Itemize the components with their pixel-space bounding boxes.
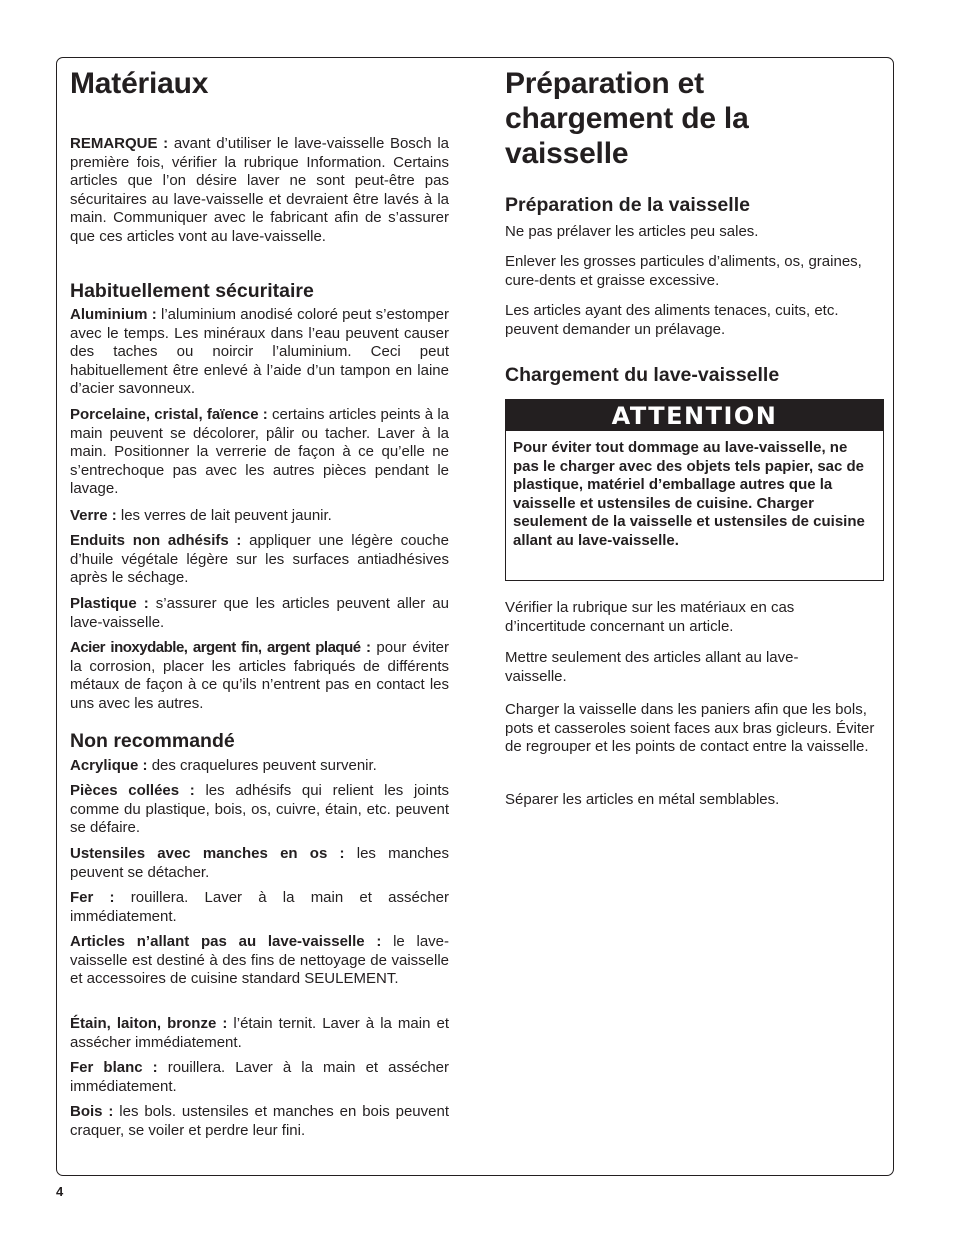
prep-paragraph: Ne pas prélaver les articles peu sales. <box>505 223 759 240</box>
item-text: des craquelures peuvent survenir. <box>147 757 377 774</box>
item-label: Fer : <box>70 889 115 906</box>
safe-item <box>70 306 449 399</box>
item-text: les manches peuvent se détacher. <box>70 845 450 881</box>
safe-item <box>70 507 449 526</box>
prep-paragraph: Enlever les grosses particules d’aliments, os, graines, cure-dents et graisse excessive. <box>505 253 862 289</box>
item-text: le lave-vaisselle est destiné à des fins de nettoyage de vaisselle et accessoires de cuisine standard SEULEMENT. <box>70 933 449 988</box>
unsafe-item <box>70 933 449 989</box>
unsafe-item <box>70 1103 449 1140</box>
title-line: Préparation et <box>505 67 704 100</box>
item-text: l’étain ternit. Laver à la main et assécher immédiatement. <box>70 1015 449 1051</box>
item-text: les verres de lait peuvent jaunir. <box>116 507 332 524</box>
item-label: Enduits non adhésifs : <box>70 532 242 549</box>
attention-title: ATTENTION <box>611 401 778 430</box>
attention-box <box>505 399 884 581</box>
safe-item <box>70 595 449 632</box>
item-text: l’aluminium anodisé coloré peut s’estomper avec le temps. Les minéraux dans l’eau peuvent causer des taches ou noircir l’aluminium. Ceci peut habituellement être enlevé à l’aide d’un tampon en laine d’acier savonneux. <box>70 306 449 398</box>
item-label: Bois : <box>70 1103 114 1120</box>
item-text: appliquer une légère couche d’huile végétale légère sur les surfaces antiadhésives après le séchage. <box>70 532 449 587</box>
load-paragraph: Mettre seulement des articles allant au lave-vaisselle. <box>505 649 799 685</box>
unsafe-item <box>70 1015 449 1052</box>
attention-banner <box>506 400 883 431</box>
item-text: rouillera. Laver à la main et assécher immédiatement. <box>70 889 449 925</box>
item-label: Pièces collées : <box>70 782 195 799</box>
unsafe-item <box>70 782 449 838</box>
item-label: Ustensiles avec manches en os : <box>70 845 345 862</box>
item-label: Verre : <box>70 507 117 524</box>
remarque-label: REMARQUE : <box>70 135 169 152</box>
prep-paragraph: Les articles ayant des aliments tenaces, cuits, etc. peuvent demander un prélavage. <box>505 302 839 338</box>
unsafe-item <box>70 889 449 926</box>
load-paragraph: Séparer les articles en métal semblables. <box>505 791 780 808</box>
unsafe-heading: Non recommandé <box>70 730 235 752</box>
safe-item <box>70 639 449 713</box>
safe-item <box>70 532 449 588</box>
remarque-paragraph <box>70 135 449 247</box>
item-label: Plastique : <box>70 595 149 612</box>
item-label: Acier inoxydable, argent fin, argent plaqué : <box>70 639 371 656</box>
unsafe-item <box>70 1059 449 1096</box>
item-label: Articles n’allant pas au lave-vaisselle : <box>70 933 382 950</box>
item-text: les bols. ustensiles et manches en bois peuvent craquer, se voiler et perdre leur fini. <box>70 1103 449 1139</box>
remarque-text: avant d’utiliser le lave-vaisselle Bosch la première fois, vérifier la rubrique Information. Certains articles que l’on désire laver ne sont peut-être pas sécuritaires au lave-vaisselle et devraient être lavés à la main. Communiquer avec le fabricant afin de s’assurer que ces articles vont au lave-vaisselle. <box>70 135 449 245</box>
item-label: Fer blanc : <box>70 1059 158 1076</box>
load-paragraph: Charger la vaisselle dans les paniers afin que les bols, pots et casseroles soient faces aux bras gicleurs. Éviter de regrouper et les points de contact entre la vaisselle. <box>505 701 875 756</box>
item-label: Étain, laiton, bronze : <box>70 1015 228 1032</box>
safe-heading: Habituellement sécuritaire <box>70 280 314 302</box>
attention-text: Pour éviter tout dommage au lave-vaisselle, ne pas le charger avec des objets tels papier, sac de plastique, matériel d’emballage autres que la vaisselle et ustensiles de cuisine. Charger seulement de la vaisselle et ustensiles de cuisine allant au lave-vaisselle. <box>513 439 865 549</box>
safe-item <box>70 406 449 499</box>
item-label: Aluminium : <box>70 306 157 323</box>
page-number: 4 <box>56 1184 64 1199</box>
item-text: pour éviter la corrosion, placer les articles fabriqués de différents métaux de façon à ce qu’ils n’entrent pas en contact les uns avec les autres. <box>70 639 449 712</box>
materials-title: Matériaux <box>70 67 209 100</box>
item-text: certains articles peints à la main peuvent se décolorer, pâlir ou tacher. Laver à la main. Positionner la verrerie de façon à ce qu’elle ne s’entrechoque pas avec les autres pièces pendant le lavage. <box>70 406 449 498</box>
unsafe-item <box>70 757 449 776</box>
preparation-title <box>505 66 884 171</box>
load-heading: Chargement du lave-vaisselle <box>505 364 780 386</box>
prep-heading: Préparation de la vaisselle <box>505 194 750 216</box>
title-line: chargement de la <box>505 102 749 135</box>
title-line: vaisselle <box>505 137 629 170</box>
load-paragraph: Vérifier la rubrique sur les matériaux en cas d’incertitude concernant un article. <box>505 599 795 635</box>
item-text: les adhésifs qui relient les joints comme du plastique, bois, os, cuivre, étain, etc. peuvent se défaire. <box>70 782 449 837</box>
unsafe-item <box>70 845 449 882</box>
item-text: s’assurer que les articles peuvent aller au lave-vaisselle. <box>70 595 449 631</box>
item-label: Acrylique : <box>70 757 148 774</box>
item-label: Porcelaine, cristal, faïence : <box>70 406 268 423</box>
item-text: rouillera. Laver à la main et assécher immédiatement. <box>70 1059 449 1095</box>
